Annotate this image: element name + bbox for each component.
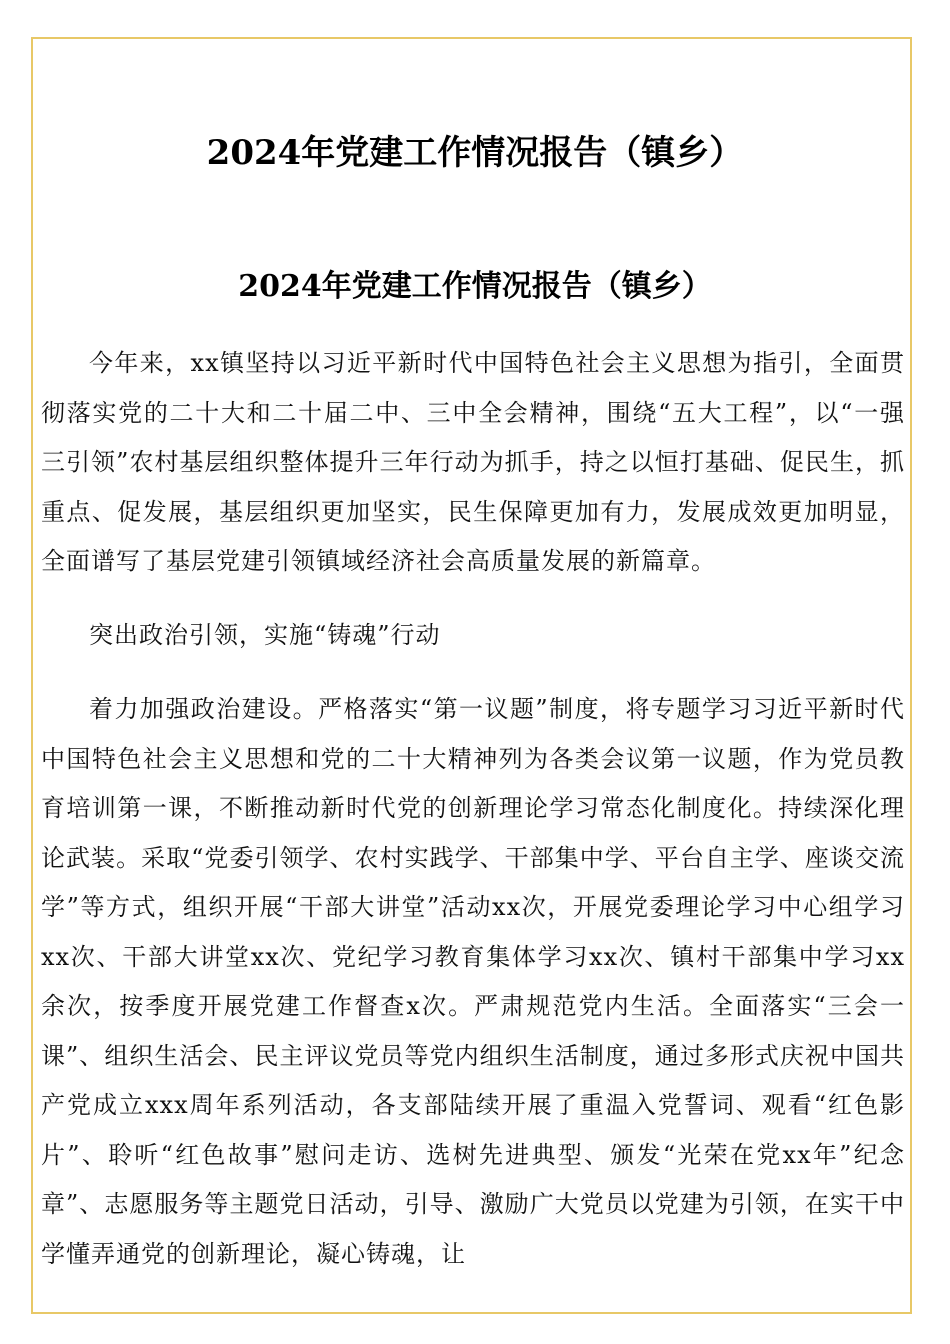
document-sub-title: 2024年党建工作情况报告（镇乡）	[238, 269, 712, 304]
intro-paragraph: 今年来，xx镇坚持以习近平新时代中国特色社会主义思想为指引，全面贯彻落实党的二十大和二十届二中、三中全会精神，围绕“五大工程”，以“一强三引领”农村基层组织整体提升三年行动为抓手，持之以恒打基础、促民生，抓重点、促发展，基层组织更加坚实，民生保障更加有力，发展成效更加明显，全面谱写了基层党建引领镇域经济社会高质量发展的新篇章。	[41, 349, 905, 575]
document-main-title: 2024年党建工作情况报告（镇乡）	[206, 133, 744, 173]
body-paragraph: 着力加强政治建设。严格落实“第一议题”制度，将专题学习习近平新时代中国特色社会主义思想和党的二十大精神列为各类会议第一议题，作为党员教育培训第一课，不断推动新时代党的创新理论学习常态化制度化。持续深化理论武装。采取“党委引领学、农村实践学、干部集中学、平台自主学、座谈交流学”等方式，组织开展“干部大讲堂”活动xx次，开展党委理论学习中心组学习xx次、干部大讲堂xx次、党纪学习教育集体学习xx次、镇村干部集中学习xx余次，按季度开展党建工作督查x次。严肃规范党内生活。全面落实“三会一课”、组织生活会、民主评议党员等党内组织生活制度，通过多形式庆祝中国共产党成立xxx周年系列活动，各支部陆续开展了重温入党誓词、观看“红色影片”、聆听“红色故事”慰问走访、选树先进典型、颁发“光荣在党xx年”纪念章”、志愿服务等主题党日活动，引导、激励广大党员以党建为引领，在实干中学懂弄通党的创新理论，凝心铸魂，让	[41, 695, 905, 1268]
section-heading: 突出政治引领，实施“铸魂”行动	[89, 621, 441, 649]
